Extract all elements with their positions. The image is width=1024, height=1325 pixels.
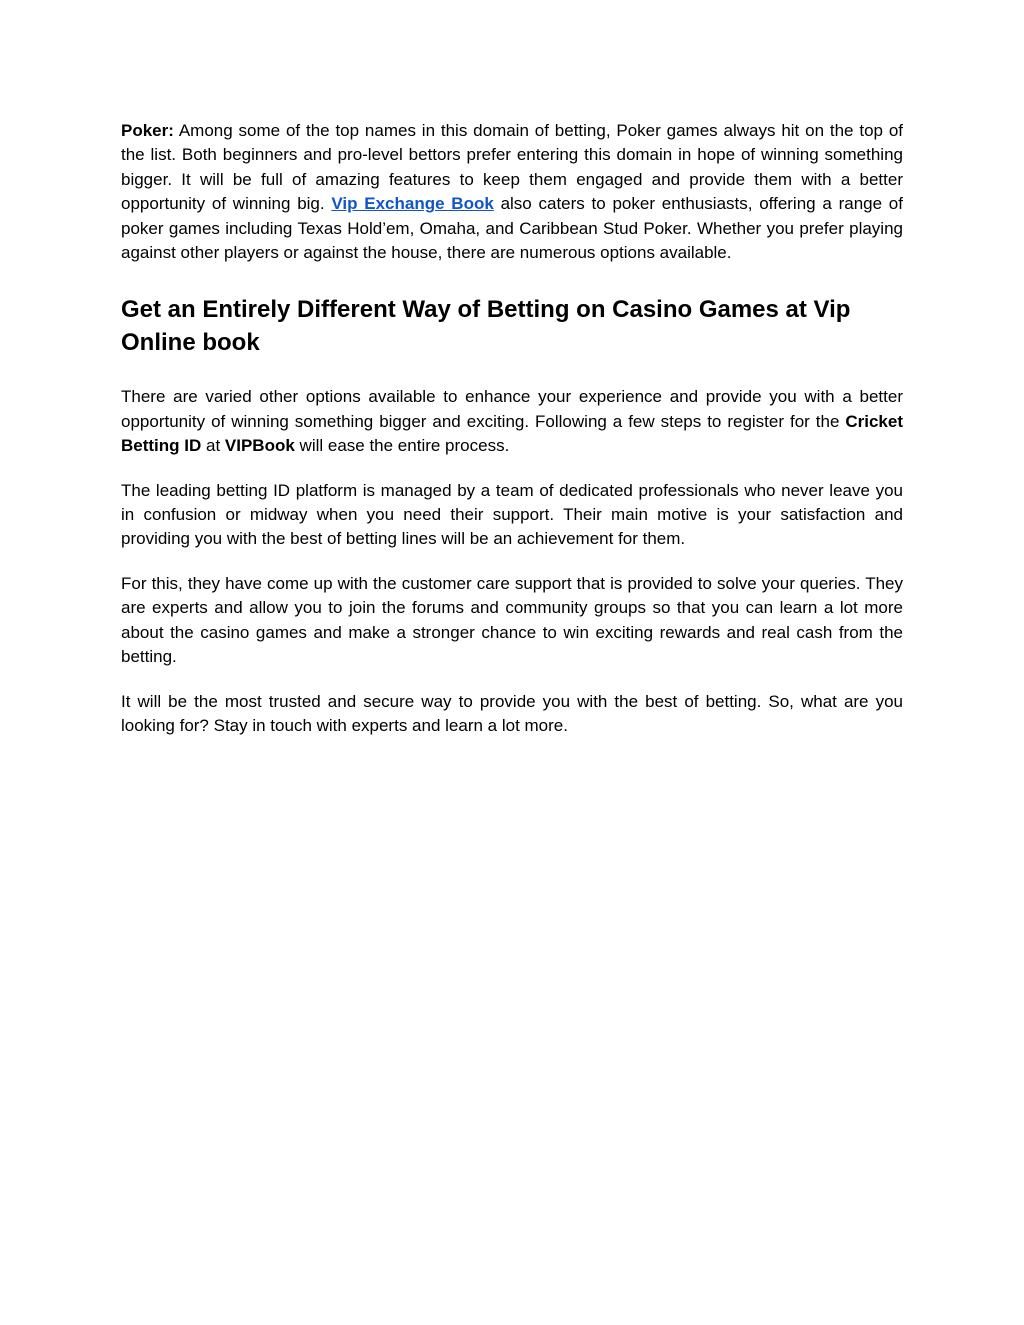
- document-page: [121, 119, 903, 738]
- platform-paragraph: The leading betting ID platform is managed by a team of dedicated professionals who never leave you in confusion or midway when you need their support. Their main motive is your satisfaction and providing you with the best of betting lines will be an achievement for them.: [121, 480, 903, 549]
- cricket-betting-id-bold: Cricket Betting ID: [121, 411, 903, 456]
- registration-text-b: at: [201, 436, 225, 456]
- poker-text-after-link: also caters to poker enthusiasts, offering a range of poker games including Texas Hold’em, Omaha, and Caribbean Stud Poker. Whether you prefer playing against other players or against the house, there are numerous options available.: [121, 194, 903, 263]
- closing-paragraph: It will be the most trusted and secure way to provide you with the best of betting. So, what are you looking for? Stay in touch with experts and learn a lot more.: [121, 691, 903, 735]
- vipbook-bold: VIPBook: [224, 436, 295, 456]
- vip-exchange-book-link[interactable]: Vip Exchange Book: [331, 194, 494, 214]
- section-heading: Get an Entirely Different Way of Betting on Casino Games at Vip Online book: [121, 296, 851, 357]
- poker-text-before-link: Among some of the top names in this domain of betting, Poker games always hit on the top of the list. Both beginners and pro-level bettors prefer entering this domain in hope of winning something bigger. It will be full of amazing features to keep them engaged and provide them with a better opportunity of winning big.: [121, 121, 903, 214]
- registration-paragraph: [121, 385, 903, 458]
- registration-text-c: will ease the entire process.: [294, 436, 510, 456]
- support-paragraph: For this, they have come up with the customer care support that is provided to solve your queries. They are experts and allow you to join the forums and community groups so that you can learn a lot more about the casino games and make a stronger chance to win exciting rewards and real cash from the betting.: [121, 573, 903, 667]
- poker-label: Poker:: [121, 121, 174, 140]
- poker-paragraph: [121, 119, 903, 265]
- registration-text-a: There are varied other options available to enhance your experience and provide you with a better opportunity of winning something bigger and exciting. Following a few steps to register for the: [121, 387, 903, 431]
